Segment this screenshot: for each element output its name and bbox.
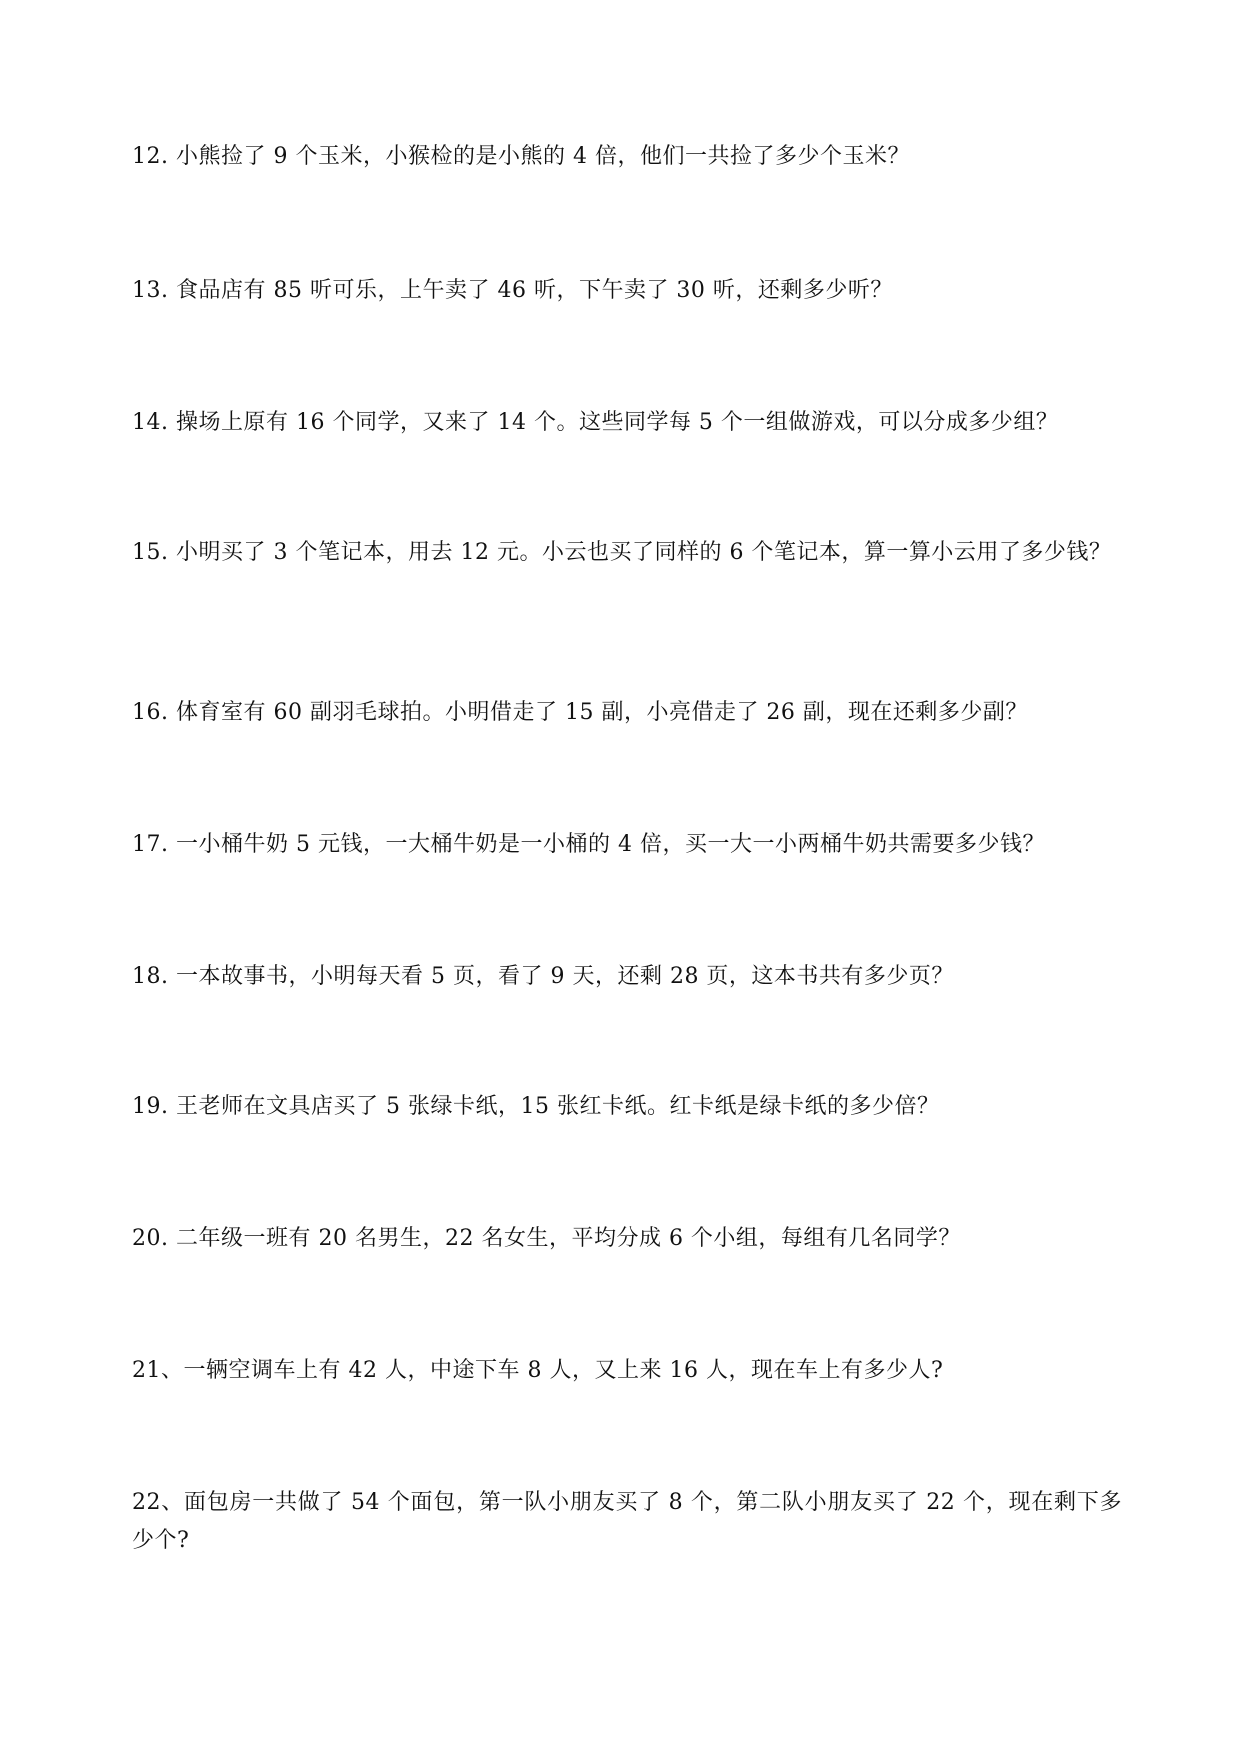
problem-15: 15. 小明买了 3 个笔记本，用去 12 元。小云也买了同样的 6 个笔记本，算一算小云用了多少钱？	[132, 540, 1112, 565]
problem-14: 14. 操场上原有 16 个同学，又来了 14 个。这些同学每 5 个一组做游戏，可以分成多少组？	[132, 410, 1059, 435]
problem-12: 12. 小熊捡了 9 个玉米，小猴检的是小熊的 4 倍，他们一共捡了多少个玉米？	[132, 144, 910, 169]
problem-18: 18. 一本故事书，小明每天看 5 页，看了 9 天，还剩 28 页，这本书共有多少页？	[132, 964, 954, 989]
problem-13: 13. 食品店有 85 听可乐，上午卖了 46 听，下午卖了 30 听，还剩多少听？	[132, 278, 893, 303]
problem-21: 21、一辆空调车上有 42 人，中途下车 8 人，又上来 16 人，现在车上有多少人?	[132, 1358, 944, 1383]
problem-20: 20. 二年级一班有 20 名男生，22 名女生，平均分成 6 个小组，每组有几名同学？	[132, 1226, 961, 1251]
problem-16: 16. 体育室有 60 副羽毛球拍。小明借走了 15 副，小亮借走了 26 副，现在还剩多少副？	[132, 700, 1028, 725]
problem-17: 17. 一小桶牛奶 5 元钱，一大桶牛奶是一小桶的 4 倍，买一大一小两桶牛奶共需要多少钱？	[132, 832, 1045, 857]
problem-22: 22、面包房一共做了 54 个面包，第一队小朋友买了 8 个，第二队小朋友买了 22 个，现在剩下多少个?	[132, 1490, 1122, 1553]
problem-19: 19. 王老师在文具店买了 5 张绿卡纸，15 张红卡纸。红卡纸是绿卡纸的多少倍？	[132, 1094, 940, 1119]
